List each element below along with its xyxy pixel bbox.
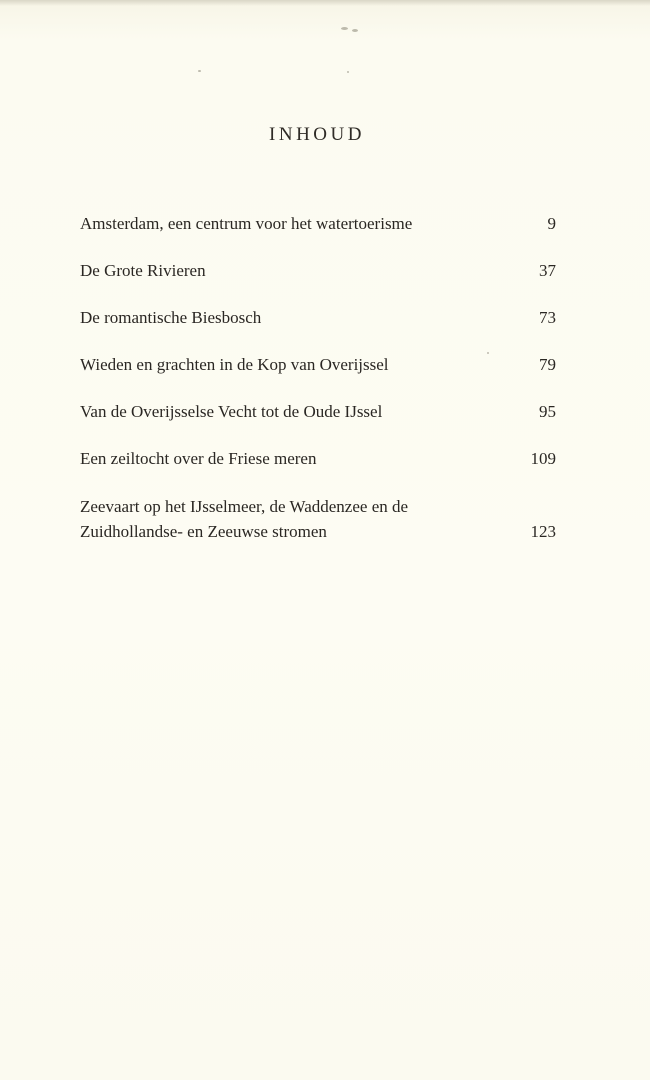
toc-entry-title-line: Zeevaart op het IJsselmeer, de Waddenzee en de bbox=[80, 497, 409, 516]
toc-entry-title: Amsterdam, een centrum voor het watertoerisme bbox=[80, 214, 413, 233]
contents-heading: INHOUD bbox=[269, 124, 365, 145]
toc-entry-page: 79 bbox=[539, 355, 556, 374]
table-of-contents bbox=[80, 212, 556, 568]
toc-entry-title-line: Zuidhollandse- en Zeeuwse stromen bbox=[80, 522, 327, 541]
ink-speck bbox=[198, 70, 201, 72]
toc-entry-title: De romantische Biesbosch bbox=[80, 308, 262, 327]
page-top-edge bbox=[0, 0, 650, 6]
toc-entry-page: 9 bbox=[547, 214, 556, 233]
toc-entry-page: 73 bbox=[539, 308, 556, 327]
toc-entry-page: 123 bbox=[530, 522, 556, 541]
toc-entry bbox=[80, 400, 556, 423]
toc-entry-title: De Grote Rivieren bbox=[80, 261, 206, 280]
toc-entry-title bbox=[80, 494, 408, 544]
toc-entry-page: 37 bbox=[539, 261, 556, 280]
toc-entry bbox=[80, 306, 556, 329]
toc-entry-page: 95 bbox=[539, 402, 556, 421]
ink-speck bbox=[341, 27, 348, 30]
toc-entry-title: Een zeiltocht over de Friese meren bbox=[80, 449, 317, 468]
toc-entry-title: Wieden en grachten in de Kop van Overijssel bbox=[80, 355, 389, 374]
ink-speck bbox=[347, 71, 349, 73]
toc-entry-page: 109 bbox=[530, 449, 556, 468]
toc-entry bbox=[80, 259, 556, 282]
toc-entry bbox=[80, 494, 556, 544]
toc-entry-title: Van de Overijsselse Vecht tot de Oude IJssel bbox=[80, 402, 383, 421]
ink-speck bbox=[352, 29, 358, 32]
toc-entry bbox=[80, 447, 556, 470]
toc-entry bbox=[80, 212, 556, 235]
toc-entry bbox=[80, 353, 556, 376]
